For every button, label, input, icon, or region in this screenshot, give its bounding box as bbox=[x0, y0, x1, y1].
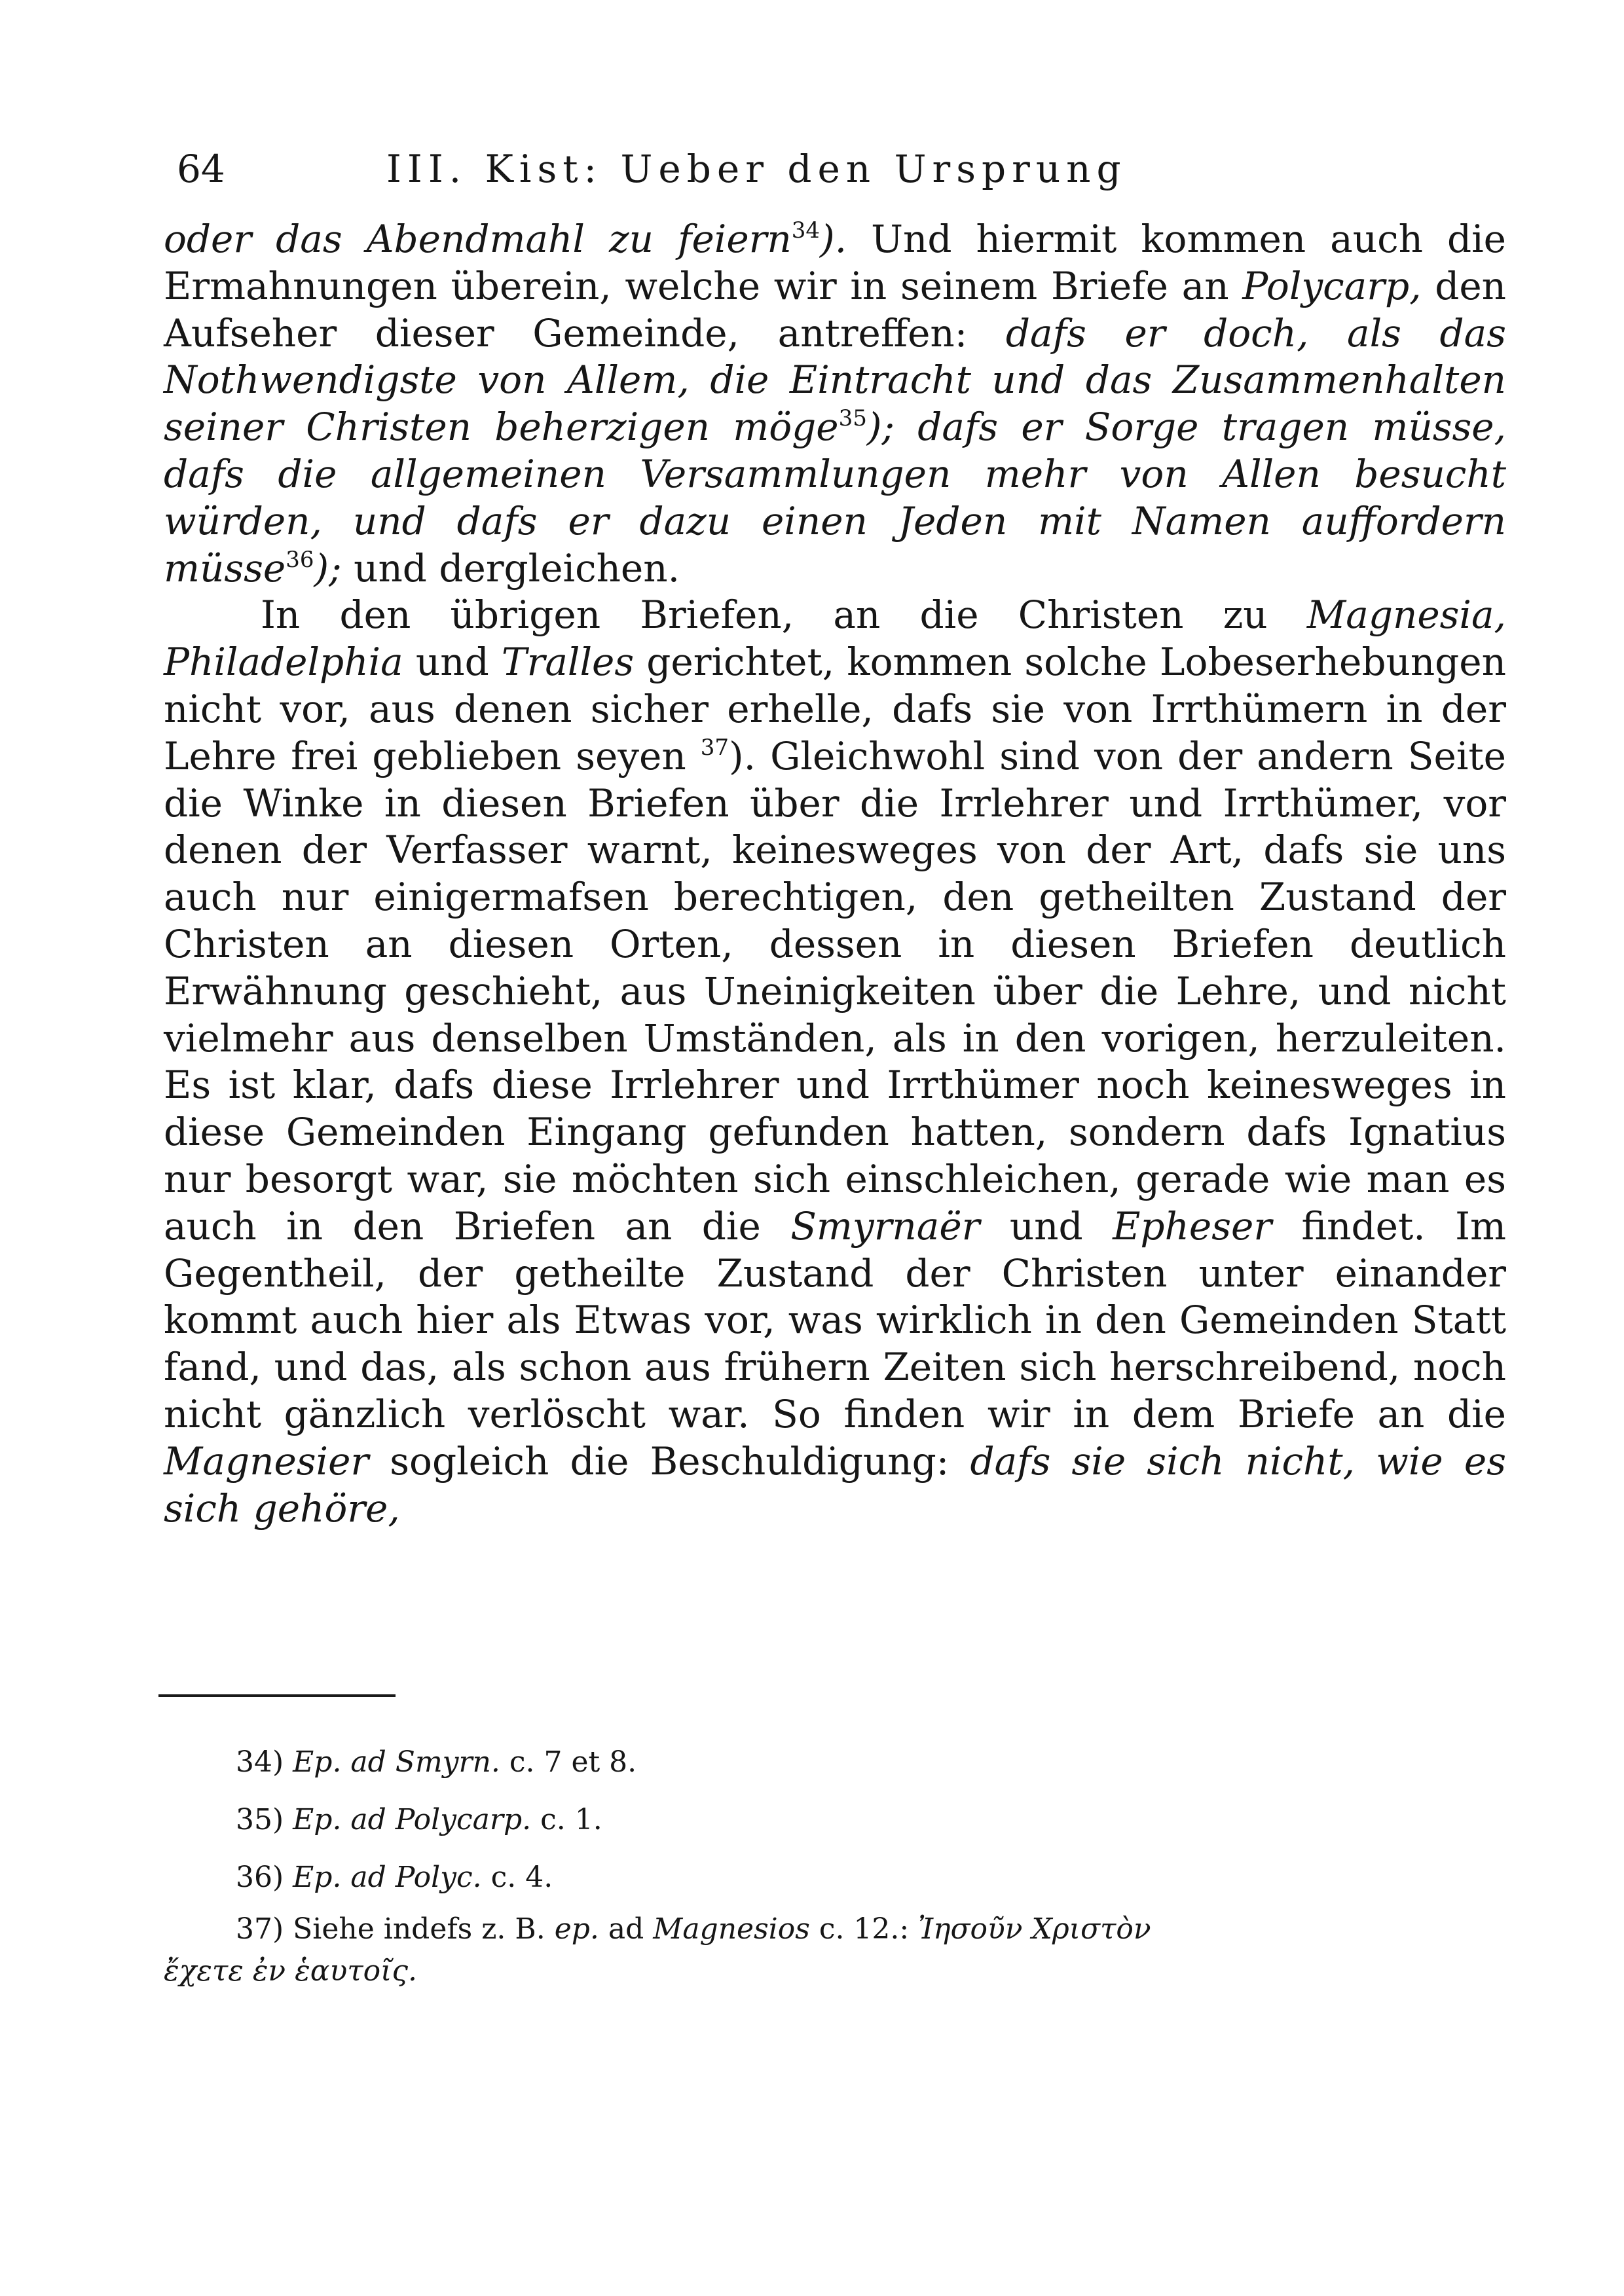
footnotes bbox=[164, 1734, 1506, 1990]
running-title: III. Kist: Ueber den Ursprung bbox=[386, 147, 1127, 191]
footnote-text: ad bbox=[599, 1912, 654, 1946]
footnote-37-continued bbox=[164, 1952, 1506, 1990]
footnote-ref-35: 35 bbox=[838, 405, 867, 432]
text-span: ). bbox=[819, 217, 847, 261]
text-span: Magnesia, Philadelphia bbox=[164, 592, 1506, 685]
footnote-reference: ep. bbox=[554, 1912, 599, 1946]
text-span: ); bbox=[314, 545, 342, 591]
text-span: und bbox=[980, 1203, 1113, 1248]
footnote-number: 35) bbox=[236, 1803, 284, 1836]
text-span: und dergleichen. bbox=[341, 545, 680, 591]
footnote-reference: Ep. ad Smyrn. bbox=[293, 1745, 500, 1779]
footnote-text: c. 1. bbox=[531, 1803, 602, 1836]
text-span: Smyrnaër bbox=[790, 1203, 980, 1248]
footnote-ref-36: 36 bbox=[286, 546, 314, 573]
text-span: sogleich die Beschuldigung: bbox=[369, 1438, 970, 1484]
footnote-ref-34: 34 bbox=[791, 217, 820, 244]
footnote-number: 34) bbox=[236, 1745, 284, 1779]
page-header bbox=[177, 143, 1277, 195]
text-span: Und hiermit kommen auch die Ermahnungen überein, welche wir in seinem Briefe an bbox=[164, 217, 1506, 308]
footnote-text: c. 7 et 8. bbox=[500, 1745, 637, 1779]
footnote-number: 36) bbox=[236, 1861, 284, 1894]
footnote-35 bbox=[164, 1791, 1506, 1849]
greek-quote: ἔχετε ἐν ἑαυτοῖς. bbox=[164, 1954, 417, 1988]
footnote-text: Siehe indefs z. B. bbox=[284, 1912, 555, 1946]
footnote-34 bbox=[164, 1734, 1506, 1791]
paragraph-1 bbox=[164, 216, 1506, 592]
text-span: Tralles bbox=[501, 640, 635, 685]
footnote-reference: Ep. ad Polycarp. bbox=[293, 1803, 532, 1836]
main-text bbox=[164, 216, 1506, 1532]
text-span: Epheser bbox=[1113, 1203, 1272, 1248]
footnote-text: c. 4. bbox=[481, 1861, 553, 1894]
text-span: gerichtet, kommen solche Lobeserhebungen nicht vor, aus denen sicher erhelle, dafs sie von Irrthümern in der Lehre frei geblieben seyen bbox=[164, 640, 1506, 778]
text-span: Magnesier bbox=[164, 1438, 369, 1484]
footnote-36 bbox=[164, 1849, 1506, 1906]
greek-quote: Ἰησοῦν Χριστὸν bbox=[918, 1912, 1151, 1946]
footnote-divider bbox=[158, 1694, 396, 1697]
text-span: ); dafs er Sorge tragen müsse, dafs die allgemeinen Versammlungen mehr von Allen besucht würden, und dafs er dazu einen Jeden mit Namen auffordern müsse bbox=[164, 405, 1506, 591]
text-span: oder das Abendmahl zu feiern bbox=[164, 217, 792, 261]
text-span: dafs sie sich nicht, wie es sich gehöre, bbox=[164, 1438, 1506, 1531]
text-span: In den übrigen Briefen, an die Christen zu bbox=[261, 592, 1307, 638]
paragraph-2 bbox=[164, 592, 1506, 1532]
footnote-ref-37: 37 bbox=[700, 734, 729, 761]
footnote-37 bbox=[164, 1906, 1506, 1952]
footnote-text: c. 12.: bbox=[809, 1912, 919, 1946]
text-span: den Aufseher dieser Gemeinde, antreffen: bbox=[164, 263, 1506, 355]
footnote-reference: Magnesios bbox=[653, 1912, 810, 1946]
text-span: und bbox=[403, 640, 502, 685]
text-span: ). Gleichwohl sind von der andern Seite die Winke in diesen Briefen über die Irrlehrer und Irrthümer, vor denen der Verfasser warnt, keinesweges von der Art, dafs sie uns auch nur einigermafsen berechtigen, den getheilten Zustand der Christen an diesen Orten, dessen in diesen Briefen deutlich Erwähnung geschieht, aus Uneinigkeiten über die Lehre, und nicht vielmehr aus denselben Umständen, als in den vorigen, herzuleiten. Es ist klar, dafs diese Irrlehrer und Irrthümer noch keinesweges in diese Gemeinden Eingang gefunden hatten, sondern dafs Ignatius nur besorgt war, sie möchten sich einschleichen, gerade wie man es auch in den Briefen an die bbox=[164, 733, 1506, 1248]
text-span: dafs er doch, als das Nothwendigste von Allem, die Eintracht und das Zusammenhalten seiner Christen beherzigen möge bbox=[164, 310, 1506, 450]
page-number: 64 bbox=[177, 147, 225, 191]
text-span: Polycarp, bbox=[1242, 263, 1422, 308]
footnote-number: 37) bbox=[236, 1912, 284, 1946]
footnote-reference: Ep. ad Polyc. bbox=[293, 1861, 482, 1894]
text-span: findet. Im Gegentheil, der getheilte Zustand der Christen unter einander kommt auch hier als Etwas vor, was wirklich in den Gemeinden Statt fand, und das, als schon aus frühern Zeiten sich herschreibend, noch nicht gänzlich verlöscht war. So finden wir in dem Briefe an die bbox=[164, 1203, 1506, 1436]
